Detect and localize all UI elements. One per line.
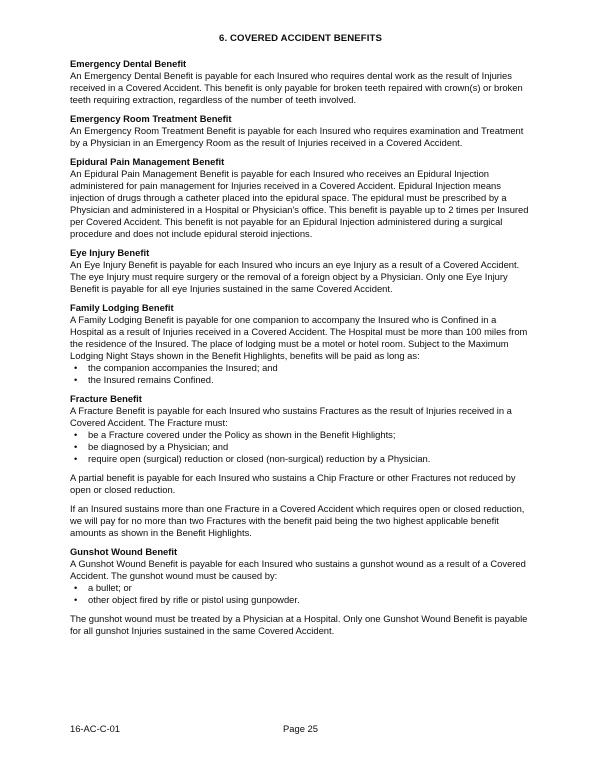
section-heading: Emergency Room Treatment Benefit — [70, 113, 232, 124]
bullet-item: • the Insured remains Confined. — [70, 374, 531, 386]
footer-page-number: Page 25 — [283, 723, 318, 734]
page-title: 6. COVERED ACCIDENT BENEFITS — [219, 33, 382, 44]
bullet-item: • be a Fracture covered under the Policy as shown in the Benefit Highlights; — [70, 429, 531, 441]
page-footer — [0, 723, 600, 735]
bullet-list — [70, 582, 531, 606]
paragraph: An Eye Injury Benefit is payable for each Insured who incurs an eye Injury as a result of a Covered Accident. The eye Injury must require surgery or the removal of a foreign object by a Physician. Only one Eye Injury Benefit is payable for all eye Injuries sustained in the same Covered Accident. — [70, 259, 520, 294]
paragraph: If an Insured sustains more than one Fracture in a Covered Accident which requires open or closed reduction, we will pay for no more than two Fractures with the benefit paid being the two highest applicable benefit amounts as shown in the Benefit Highlights. — [70, 503, 525, 538]
section-heading: Emergency Dental Benefit — [70, 58, 187, 69]
bullet-item: • the companion accompanies the Insured; and — [70, 362, 531, 374]
footer-form-number: 16-AC-C-01 — [70, 723, 121, 734]
section-heading: Gunshot Wound Benefit — [70, 546, 178, 557]
bullet-item: • a bullet; or — [70, 582, 531, 594]
paragraph: A Gunshot Wound Benefit is payable for each Insured who sustains a gunshot wound as a result of a Covered Accident. The gunshot wound must be caused by: — [70, 558, 526, 581]
bullet-item: • require open (surgical) reduction or closed (non-surgical) reduction by a Physician. — [70, 453, 531, 465]
bullet-list — [70, 362, 531, 386]
paragraph: An Emergency Room Treatment Benefit is payable for each Insured who requires examination and Treatment by a Physician in an Emergency Room as the result of Injuries received in a Covered Accident. — [70, 125, 524, 148]
paragraph: The gunshot wound must be treated by a Physician at a Hospital. Only one Gunshot Wound Benefit is payable for all gunshot Injuries sustained in the same Covered Accident. — [70, 613, 528, 636]
section-heading: Family Lodging Benefit — [70, 302, 174, 313]
section-emergency-dental-benefit — [70, 58, 531, 106]
section-epidural-pain-management-benefit — [70, 156, 531, 240]
bullet-item: • other object fired by rifle or pistol using gunpowder. — [70, 594, 531, 606]
paragraph: A Family Lodging Benefit is payable for one companion to accompany the Insured who is Confined in a Hospital as a result of Injuries received in a Covered Accident. The Hospital must be more than 100 miles from the residence of the Insured. The place of lodging must be a motel or hotel room. Subject to the Maximum Lodging Night Stays shown in the Benefit Highlights, benefits will be paid as long as: — [70, 314, 528, 361]
paragraph: An Emergency Dental Benefit is payable for each Insured who requires dental work as the result of Injuries received in a Covered Accident. This benefit is only payable for broken teeth repaired with crown(s) or broken teeth requiring extraction, regardless of the number of teeth involved. — [70, 70, 523, 105]
section-fracture-benefit — [70, 393, 531, 539]
section-heading: Fracture Benefit — [70, 393, 142, 404]
section-family-lodging-benefit — [70, 302, 531, 386]
section-heading: Eye Injury Benefit — [70, 247, 150, 258]
paragraph: A Fracture Benefit is payable for each Insured who sustains Fractures as the result of Injuries received in a Covered Accident. The Fracture must: — [70, 405, 512, 428]
section-gunshot-wound-benefit — [70, 546, 531, 637]
section-heading: Epidural Pain Management Benefit — [70, 156, 225, 167]
section-eye-injury-benefit — [70, 247, 531, 295]
bullet-item: • be diagnosed by a Physician; and — [70, 441, 531, 453]
section-emergency-room-treatment-benefit — [70, 113, 531, 149]
paragraph: A partial benefit is payable for each Insured who sustains a Chip Fracture or other Fractures not reduced by open or closed reduction. — [70, 472, 516, 495]
bullet-list — [70, 429, 531, 465]
paragraph: An Epidural Pain Management Benefit is payable for each Insured who receives an Epidural Injection administered for pain management for Injuries received in a Covered Accident. Epidural Injection means injection of drugs through a catheter placed into the epidural space. The epidural must be prescribed by a Physician and administered in a Hospital or Physician's office. This benefit is payable up to 2 times per Insured per Covered Accident. This benefit is not payable for an Epidural Injection administered during a surgical procedure and does not include epidural steroid injections. — [70, 168, 529, 239]
